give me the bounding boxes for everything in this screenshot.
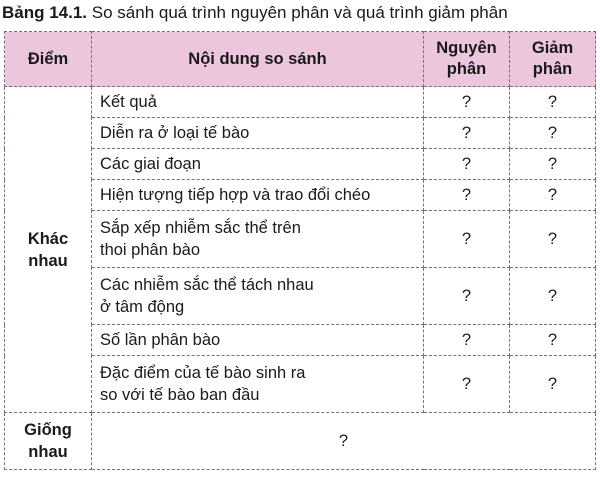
meiosis-cell: ? (510, 87, 596, 118)
table-row (5, 87, 596, 118)
similarities-cell: ? (92, 413, 596, 470)
group-label-line: nhau (28, 443, 68, 461)
header-mitosis-line: Nguyên (436, 39, 497, 57)
table-row (5, 118, 596, 149)
row-content (92, 211, 424, 268)
mitosis-cell: ? (424, 149, 510, 180)
header-point: Điểm (5, 32, 92, 87)
header-meiosis-line: Giảm (531, 39, 574, 57)
row-content-line: so với tế bào ban đầu (100, 386, 260, 404)
header-meiosis (510, 32, 596, 87)
row-content: Số lần phân bào (92, 325, 424, 356)
header-mitosis (424, 32, 510, 87)
mitosis-cell: ? (424, 325, 510, 356)
table-row (5, 149, 596, 180)
caption-number: Bảng 14.1. (2, 3, 88, 22)
row-content: Hiện tượng tiếp hợp và trao đổi chéo (92, 180, 424, 211)
header-mitosis-line: phân (446, 60, 487, 78)
meiosis-cell: ? (510, 211, 596, 268)
meiosis-cell: ? (510, 180, 596, 211)
mitosis-cell: ? (424, 356, 510, 413)
row-content (92, 356, 424, 413)
meiosis-cell: ? (510, 118, 596, 149)
row-content: Kết quả (92, 87, 424, 118)
table-caption (2, 2, 508, 24)
group-label-line: nhau (28, 251, 68, 270)
meiosis-cell: ? (510, 149, 596, 180)
row-content-line: ở tâm động (100, 298, 185, 316)
meiosis-cell: ? (510, 268, 596, 325)
group-label-line: Khác (27, 229, 69, 248)
row-content-line: Sắp xếp nhiễm sắc thể trên (100, 219, 301, 237)
group-label-line: Giống (24, 421, 72, 439)
mitosis-cell: ? (424, 87, 510, 118)
meiosis-cell: ? (510, 356, 596, 413)
comparison-table (4, 31, 596, 470)
row-content-line: Các nhiễm sắc thể tách nhau (100, 276, 314, 294)
row-content-line: thoi phân bào (100, 241, 201, 259)
caption-text: So sánh quá trình nguyên phân và quá trình giảm phân (91, 3, 508, 22)
header-content: Nội dung so sánh (92, 32, 424, 87)
table-row (5, 268, 596, 325)
header-row (5, 32, 596, 87)
group-similarities (5, 413, 92, 470)
mitosis-cell: ? (424, 118, 510, 149)
row-content: Các giai đoạn (92, 149, 424, 180)
meiosis-cell: ? (510, 325, 596, 356)
similarities-row (5, 413, 596, 470)
row-content (92, 268, 424, 325)
header-meiosis-line: phân (532, 60, 573, 78)
mitosis-cell: ? (424, 180, 510, 211)
table-row (5, 211, 596, 268)
table-row (5, 325, 596, 356)
row-content: Diễn ra ở loại tế bào (92, 118, 424, 149)
table-row (5, 356, 596, 413)
group-differences (5, 87, 92, 413)
mitosis-cell: ? (424, 268, 510, 325)
table-row (5, 180, 596, 211)
row-content-line: Đặc điểm của tế bào sinh ra (100, 364, 306, 382)
mitosis-cell: ? (424, 211, 510, 268)
